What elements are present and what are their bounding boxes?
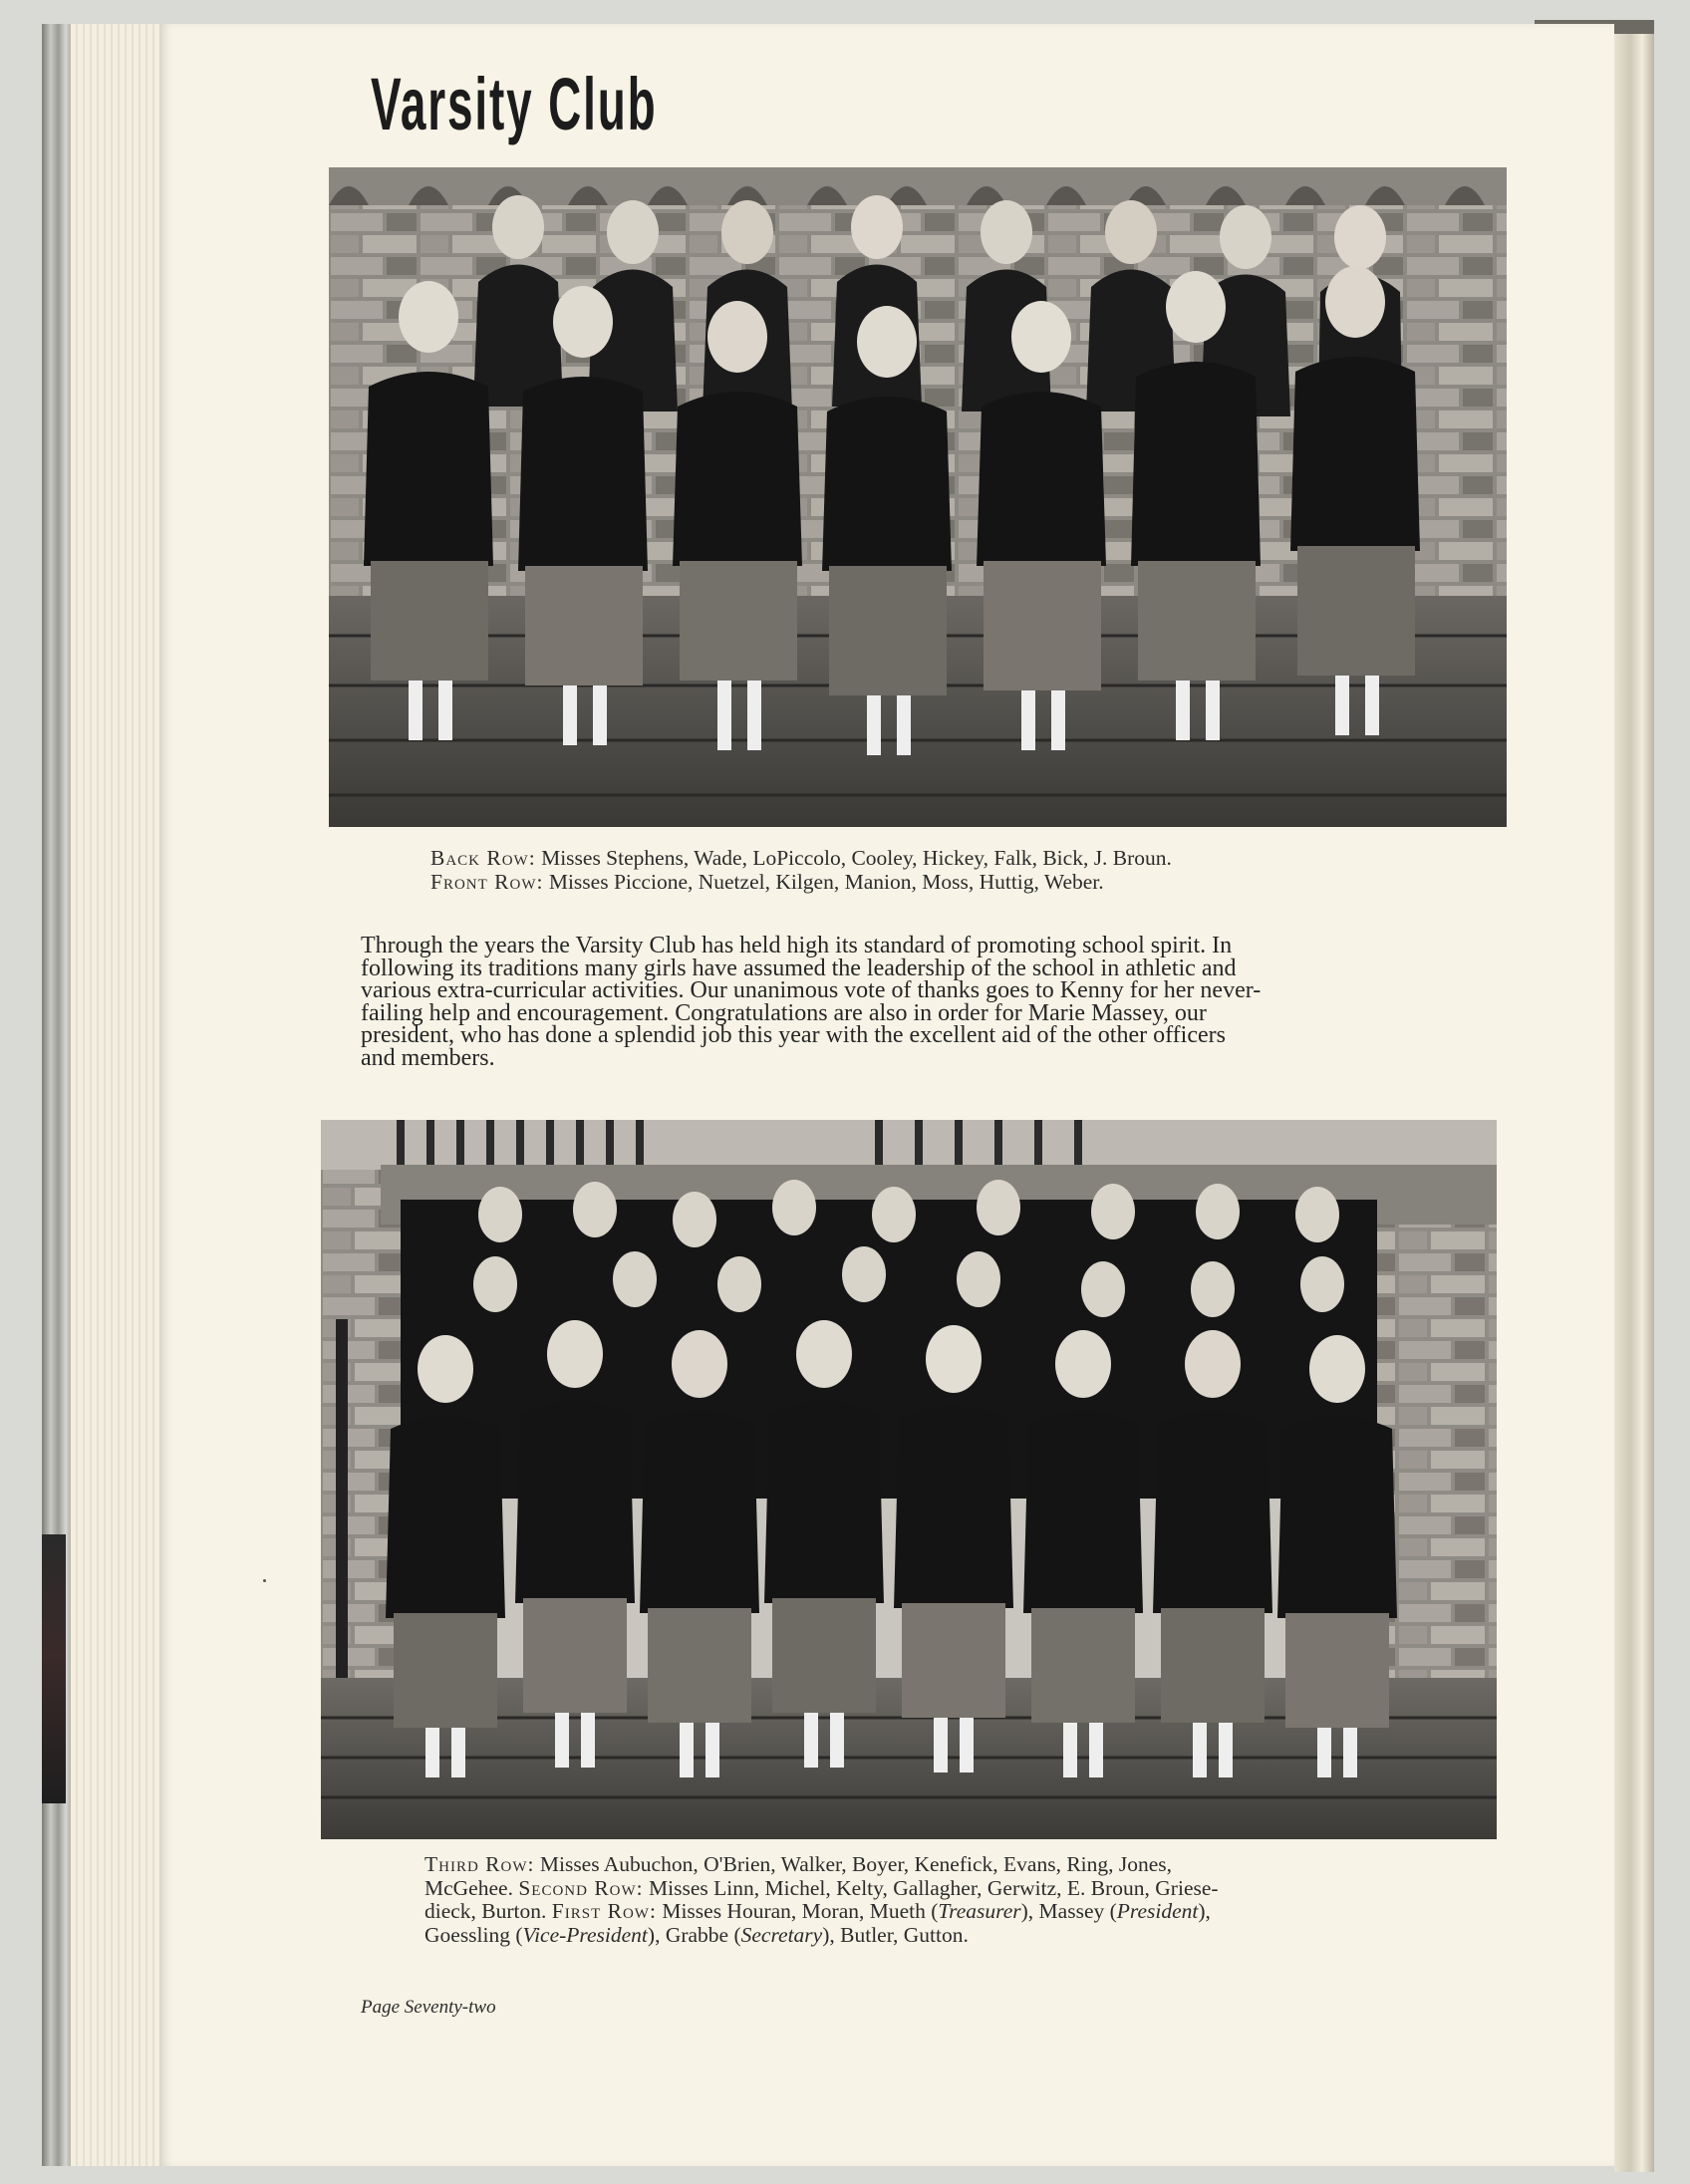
club-description — [361, 935, 1475, 1070]
first-row-names-more: Goessling ( — [424, 1922, 523, 1947]
back-row-names: Misses Stephens, Wade, LoPiccolo, Cooley, Hickey, Falk, Bick, J. Broun. — [541, 846, 1172, 870]
top-caption-back-row — [430, 847, 1172, 870]
description-line: president, who has done a splendid job this year with the excellent aid of the other officers — [361, 1022, 1226, 1049]
vice-president-title: Vice-President — [522, 1922, 648, 1947]
description-line: various extra-curricular activities. Our unanimous vote of thanks goes to Kenny for her never- — [361, 977, 1262, 1004]
second-row-names: Misses Linn, Michel, Kelty, Gallagher, Gerwitz, E. Broun, Griese- — [649, 1875, 1219, 1900]
caption-line-1 — [424, 1853, 1421, 1877]
first-row-names: Misses Houran, Moran, Mueth ( — [662, 1899, 939, 1923]
page-edges-right — [1614, 20, 1654, 2172]
treasurer-title: Treasurer — [938, 1899, 1021, 1923]
front-row-label: Front Row: — [430, 870, 544, 894]
front-row-names: Misses Piccione, Nuetzel, Kilgen, Manion, Moss, Huttig, Weber. — [548, 870, 1104, 894]
binding-shadow — [42, 1534, 66, 1803]
first-row-label: First Row: — [551, 1899, 657, 1923]
back-row-label: Back Row: — [430, 846, 536, 870]
first-row-names-end: ), Butler, Gutton. — [822, 1922, 969, 1947]
second-row-names-end: dieck, Burton. — [424, 1899, 547, 1923]
caption-line-3 — [424, 1900, 1421, 1924]
caption-line-2 — [424, 1877, 1421, 1901]
page-number: Page Seventy-two — [361, 1997, 496, 2018]
third-row-names-end: McGehee. — [424, 1875, 513, 1900]
book-binding — [42, 24, 72, 2166]
third-row-names: Misses Aubuchon, O'Brien, Walker, Boyer, Kenefick, Evans, Ring, Jones, — [539, 1852, 1173, 1876]
first-row-names-punct: ), — [1198, 1899, 1211, 1923]
description-line: Through the years the Varsity Club has held high its standard of promoting school spirit. In — [361, 933, 1233, 958]
top-caption-front-row — [430, 871, 1104, 894]
varsity-club-photo-top — [329, 167, 1507, 827]
caption-line-4 — [424, 1924, 1421, 1948]
description-line: and members. — [361, 1044, 495, 1071]
page-edges-left — [70, 24, 170, 2166]
bottom-caption — [424, 1853, 1421, 1947]
third-row-label: Third Row: — [424, 1852, 535, 1876]
president-title: President — [1116, 1899, 1199, 1923]
first-row-names-more-2: ), Grabbe ( — [647, 1922, 741, 1947]
first-row-names-cont: ), Massey ( — [1020, 1899, 1117, 1923]
secretary-title: Secretary — [740, 1922, 823, 1947]
varsity-club-photo-bottom — [321, 1120, 1497, 1839]
paper-speck — [263, 1579, 266, 1582]
description-line: failing help and encouragement. Congratulations are also in order for Marie Massey, our — [361, 999, 1207, 1026]
page-title: Varsity Club — [371, 63, 658, 145]
second-row-label: Second Row: — [518, 1875, 644, 1900]
description-line: following its traditions many girls have assumed the leadership of the school in athletic and — [361, 955, 1237, 981]
